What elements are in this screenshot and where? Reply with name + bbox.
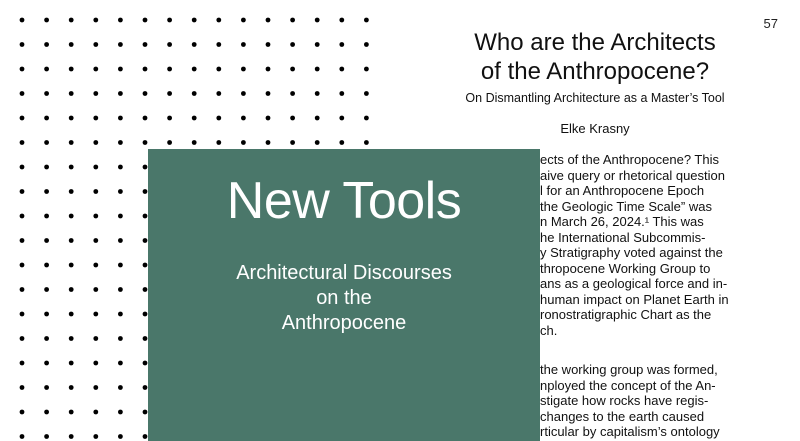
grid-dot	[93, 18, 98, 23]
grid-dot	[93, 42, 98, 47]
grid-dot	[290, 91, 295, 96]
grid-dot	[20, 361, 25, 366]
grid-dot	[364, 116, 369, 121]
grid-dot	[20, 287, 25, 292]
grid-dot	[192, 140, 197, 145]
grid-dot	[118, 140, 123, 145]
grid-dot	[69, 263, 74, 268]
grid-dot	[118, 336, 123, 341]
grid-dot	[69, 189, 74, 194]
grid-dot	[69, 434, 74, 439]
grid-dot	[118, 410, 123, 415]
grid-dot	[290, 67, 295, 72]
grid-dot	[143, 140, 148, 145]
grid-dot	[143, 165, 148, 170]
grid-dot	[364, 91, 369, 96]
grid-dot	[118, 67, 123, 72]
grid-dot	[44, 214, 49, 219]
grid-dot	[216, 18, 221, 23]
text-line: thropocene Working Group to	[540, 260, 711, 276]
grid-dot	[20, 336, 25, 341]
grid-dot	[44, 385, 49, 390]
grid-dot	[93, 91, 98, 96]
grid-dot	[69, 42, 74, 47]
grid-dot	[143, 312, 148, 317]
text-line: nployed the concept of the An-	[540, 377, 716, 393]
grid-dot	[44, 42, 49, 47]
grid-dot	[44, 116, 49, 121]
grid-dot	[20, 67, 25, 72]
grid-dot	[315, 18, 320, 23]
article-subtitle: On Dismantling Architecture as a Master’s Tool	[465, 91, 725, 105]
grid-dot	[143, 410, 148, 415]
grid-dot	[266, 140, 271, 145]
text-line: ch.	[540, 322, 558, 338]
grid-dot	[93, 336, 98, 341]
overlay-subtitle-line: on the	[316, 287, 372, 309]
grid-dot	[192, 42, 197, 47]
grid-dot	[241, 140, 246, 145]
grid-dot	[69, 116, 74, 121]
text-line: changes to the earth caused	[540, 408, 705, 424]
page-number: 57	[763, 16, 778, 31]
grid-dot	[69, 385, 74, 390]
grid-dot	[93, 434, 98, 439]
grid-dot	[167, 116, 172, 121]
grid-dot	[143, 42, 148, 47]
grid-dot	[143, 361, 148, 366]
grid-dot	[364, 67, 369, 72]
grid-dot	[364, 18, 369, 23]
grid-dot	[192, 116, 197, 121]
grid-dot	[315, 42, 320, 47]
grid-dot	[241, 91, 246, 96]
grid-dot	[118, 42, 123, 47]
grid-dot	[339, 18, 344, 23]
grid-dot	[216, 67, 221, 72]
grid-dot	[339, 140, 344, 145]
grid-dot	[69, 312, 74, 317]
grid-dot	[266, 116, 271, 121]
grid-dot	[216, 42, 221, 47]
grid-dot	[118, 91, 123, 96]
grid-dot	[93, 263, 98, 268]
grid-dot	[216, 140, 221, 145]
grid-dot	[69, 140, 74, 145]
text-line: n March 26, 2024.¹ This was	[540, 214, 704, 229]
grid-dot	[339, 42, 344, 47]
grid-dot	[315, 140, 320, 145]
grid-dot	[192, 91, 197, 96]
grid-dot	[44, 263, 49, 268]
grid-dot	[69, 67, 74, 72]
grid-dot	[118, 165, 123, 170]
grid-dot	[20, 434, 25, 439]
grid-dot	[118, 434, 123, 439]
grid-dot	[44, 18, 49, 23]
text-line: the Geologic Time Scale” was	[540, 198, 712, 214]
text-line: ects of the Anthropocene? This	[540, 152, 719, 167]
grid-dot	[339, 116, 344, 121]
grid-dot	[315, 116, 320, 121]
grid-dot	[315, 67, 320, 72]
grid-dot	[69, 91, 74, 96]
grid-dot	[20, 91, 25, 96]
grid-dot	[167, 67, 172, 72]
grid-dot	[69, 336, 74, 341]
grid-dot	[93, 312, 98, 317]
text-line: ronostratigraphic Chart as the	[540, 307, 712, 322]
grid-dot	[143, 116, 148, 121]
grid-dot	[290, 116, 295, 121]
grid-dot	[20, 214, 25, 219]
article-author: Elke Krasny	[560, 121, 630, 136]
overlay-title: New Tools	[226, 172, 462, 230]
text-line: aive query or rhetorical question	[540, 167, 725, 183]
grid-dot	[20, 42, 25, 47]
grid-dot	[69, 361, 74, 366]
grid-dot	[44, 361, 49, 366]
grid-dot	[93, 361, 98, 366]
grid-dot	[20, 189, 25, 194]
grid-dot	[143, 287, 148, 292]
grid-dot	[44, 67, 49, 72]
grid-dot	[118, 116, 123, 121]
grid-dot	[118, 361, 123, 366]
overlay-subtitle	[148, 261, 540, 336]
grid-dot	[266, 42, 271, 47]
grid-dot	[290, 42, 295, 47]
grid-dot	[118, 18, 123, 23]
text-line: ans as a geological force and in-	[540, 276, 728, 291]
grid-dot	[192, 67, 197, 72]
grid-dot	[44, 312, 49, 317]
grid-dot	[44, 287, 49, 292]
grid-dot	[118, 214, 123, 219]
grid-dot	[143, 18, 148, 23]
grid-dot	[20, 18, 25, 23]
overlay-subtitle-line: Anthropocene	[281, 312, 407, 334]
grid-dot	[315, 91, 320, 96]
grid-dot	[143, 67, 148, 72]
grid-dot	[69, 165, 74, 170]
article-title-line: of the Anthropocene?	[480, 58, 710, 85]
grid-dot	[266, 67, 271, 72]
text-line: stigate how rocks have regis-	[540, 393, 709, 408]
text-line: y Stratigraphy voted against the	[540, 245, 723, 260]
grid-dot	[241, 67, 246, 72]
overlay-subtitle-line: Architectural Discourses	[236, 262, 452, 284]
grid-dot	[266, 18, 271, 23]
grid-dot	[69, 214, 74, 219]
grid-dot	[20, 385, 25, 390]
grid-dot	[69, 238, 74, 243]
grid-dot	[216, 116, 221, 121]
grid-dot	[44, 336, 49, 341]
grid-dot	[20, 116, 25, 121]
grid-dot	[93, 165, 98, 170]
grid-dot	[20, 312, 25, 317]
grid-dot	[20, 140, 25, 145]
grid-dot	[118, 189, 123, 194]
grid-dot	[143, 434, 148, 439]
grid-dot	[143, 336, 148, 341]
grid-dot	[93, 189, 98, 194]
grid-dot	[339, 91, 344, 96]
grid-dot	[69, 287, 74, 292]
grid-dot	[93, 287, 98, 292]
text-line: rticular by capitalism’s ontology	[540, 424, 720, 439]
grid-dot	[20, 238, 25, 243]
text-line: he International Subcommis-	[540, 229, 706, 245]
book-cover-overlay	[148, 149, 540, 441]
grid-dot	[118, 385, 123, 390]
grid-dot	[93, 140, 98, 145]
grid-dot	[93, 67, 98, 72]
grid-dot	[93, 214, 98, 219]
grid-dot	[143, 385, 148, 390]
grid-dot	[118, 287, 123, 292]
text-line: the working group was formed,	[540, 362, 718, 377]
article-title-line: Who are the Architects	[474, 29, 716, 56]
grid-dot	[93, 410, 98, 415]
article-title	[420, 28, 770, 86]
grid-dot	[266, 91, 271, 96]
grid-dot	[241, 18, 246, 23]
grid-dot	[192, 18, 197, 23]
grid-dot	[93, 385, 98, 390]
grid-dot	[44, 189, 49, 194]
grid-dot	[364, 42, 369, 47]
grid-dot	[167, 42, 172, 47]
grid-dot	[44, 165, 49, 170]
grid-dot	[339, 67, 344, 72]
grid-dot	[143, 214, 148, 219]
grid-dot	[290, 18, 295, 23]
grid-dot	[143, 263, 148, 268]
text-line: human impact on Planet Earth in	[540, 291, 729, 307]
grid-dot	[143, 189, 148, 194]
grid-dot	[20, 263, 25, 268]
grid-dot	[216, 91, 221, 96]
grid-dot	[44, 238, 49, 243]
grid-dot	[118, 312, 123, 317]
grid-dot	[241, 42, 246, 47]
grid-dot	[118, 263, 123, 268]
grid-dot	[167, 140, 172, 145]
grid-dot	[118, 238, 123, 243]
grid-dot	[167, 91, 172, 96]
grid-dot	[143, 91, 148, 96]
grid-dot	[69, 410, 74, 415]
grid-dot	[20, 165, 25, 170]
grid-dot	[241, 116, 246, 121]
grid-dot	[44, 434, 49, 439]
grid-dot	[364, 140, 369, 145]
text-line: l for an Anthropocene Epoch	[540, 183, 705, 198]
grid-dot	[143, 238, 148, 243]
grid-dot	[44, 410, 49, 415]
grid-dot	[290, 140, 295, 145]
grid-dot	[20, 410, 25, 415]
grid-dot	[93, 116, 98, 121]
grid-dot	[44, 140, 49, 145]
grid-dot	[44, 91, 49, 96]
grid-dot	[167, 18, 172, 23]
grid-dot	[93, 238, 98, 243]
grid-dot	[69, 18, 74, 23]
